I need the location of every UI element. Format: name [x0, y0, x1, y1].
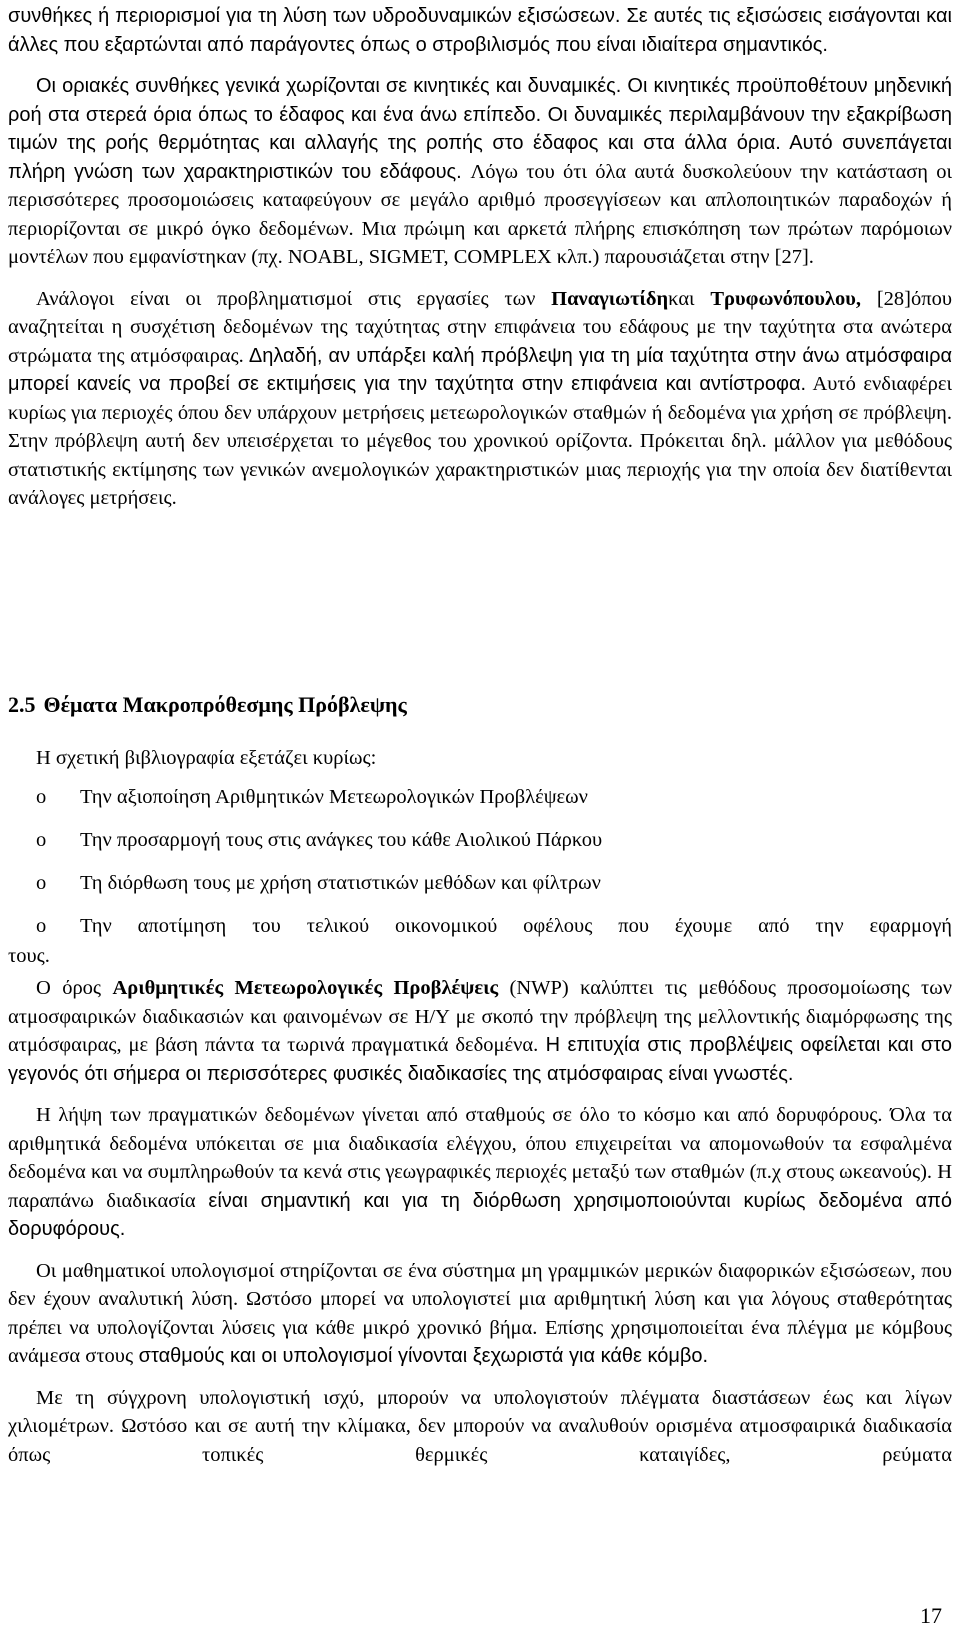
boundary-sans-text: Οι οριακές συνθήκες γενικά χωρίζονται σε κινητικές και δυναμικές. Οι κινητικές προϋποθέτουν μηδενική ροή στα στερεά όρια όπως το έδαφος και ένα άνω επίπεδο. Οι δυναμικές περιλαμβάνουν την εξακρίβωση τιμών της ροής θερμότητας και αλλαγής της ροπής στο έδαφος και στα άλλα όρια. Αυτό συνεπάγεται πλήρη γνώση των χαρακτηριστικών του εδάφους. — [8, 75, 952, 183]
nwp-lead: Ο όρος — [36, 977, 113, 999]
list-item-text: Την προσαρμογή τους στις ανάγκες του κάθε Αιολικού Πάρκου — [80, 829, 603, 851]
section-number: 2.5 — [8, 692, 36, 717]
section-heading — [8, 692, 407, 718]
page-number: 17 — [920, 1603, 942, 1628]
top-paragraphs — [8, 2, 952, 513]
list-item-text: Την αποτίμηση του τελικού οικονομικού οφέλους που έχουμε από την εφαρμογή — [80, 915, 952, 937]
data-paragraph — [8, 1101, 952, 1244]
list-item — [8, 915, 952, 938]
math-sans: σταθμούς και οι υπολογισμοί γίνονται ξεχωριστά για κάθε κόμβο. — [133, 1345, 709, 1367]
boundary-serif-text: Λόγω του ότι όλα αυτά δυσκολεύουν την κατάσταση οι περισσότερες προσομοιώσεις καταφεύγουν σε μεγάλο αριθμό προσεγγίσεων και απλοποιητικών παραδοχών ή περιορίζονται σε μικρό όγκο δεδομένων. Μια πρώιμη και αρκετά πλήρης επισκόπηση των πρώτων παρόμοιων μοντέλων που εμφανίστηκαν (πχ. NOABL, SIGMET, COMPLEX κλπ.) παρουσιάζεται στην [27]. — [8, 160, 952, 268]
analog-rest-sans: Δηλαδή, αν υπάρξει καλή πρόβλεψη για τη μία ταχύτητα στην άνω ατμόσφαιρα μπορεί κανείς να προβεί σε εκτιμήσεις για την ταχύτητα στην επιφάνεια και αντίστροφα. — [8, 344, 953, 395]
analog-mid: και — [668, 287, 711, 310]
last-paragraph: Με τη σύγχρονη υπολογιστική ισχύ, μπορούν να υπολογιστούν πλέγματα διαστάσεων έως και λίγων χιλιομέτρων. Ωστόσο και σε αυτή την κλίμακα, δεν μπορούν να αναλυθούν ορισμένα ατμοσφαιρικά διαδικασία όπως τοπικές θερμικές καταιγίδες, ρεύματα — [8, 1386, 952, 1466]
math-serif: Οι μαθηματικοί υπολογισμοί στηρίζονται σε ένα σύστημα μη γραμμικών μερικών διαφορικών εξισώσεων, που δεν έχουν αναλυτική λύση. Ωστόσο μπορεί να υπολογιστεί μια αριθμητική λύση και για λόγους σταθερότητας πρέπει να υπολογίζονται λύσεις για κάθε μικρό χρονικό βήμα. Επίσης χρησιμοποιείται ένα πλέγμα με κόμβους ανάμεσα στους — [8, 1259, 952, 1367]
list-item — [8, 786, 952, 829]
analog-rest-2: Αυτό ενδιαφέρει κυρίως για περιοχές όπου δεν υπάρχουν μετρήσεις μετεωρολογικών σταθμών ή δεδομένα για χρήση σε πρόβλεψη. Στην πρόβλεψη αυτή δεν υπεισέρχεται το μέγεθος του χρονικού ορίζοντα. Πρόκειται δηλ. μάλλον για μεθόδους στατιστικής εκτίμησης των γενικών ανεμολογικών χαρακτηριστικών μιας περιοχής για την οποία δεν διατίθενται ανάλογες μετρήσεις. — [8, 373, 952, 509]
bullet-marker: o — [36, 829, 47, 851]
topic-list — [8, 786, 952, 971]
bullet-marker: o — [36, 872, 47, 894]
list-item — [8, 829, 952, 872]
list-tail: τους. — [8, 945, 50, 967]
nwp-rest-sans: Η επιτυχία στις προβλέψεις οφείλεται και στο γεγονός ότι σήμερα οι περισσότερες φυσικές διαδικασίες της ατμόσφαιρας είναι γνωστές. — [8, 1034, 952, 1085]
list-intro: Η σχετική βιβλιογραφία εξετάζει κυρίως: — [36, 747, 377, 769]
list-item-text: Τη διόρθωση τους με χρήση στατιστικών μεθόδων και φίλτρων — [80, 872, 601, 894]
analog-lead: Ανάλογοι είναι οι προβληματισμοί στις εργασίες των — [36, 287, 552, 310]
nwp-term: Αριθμητικές Μετεωρολογικές Προβλέψεις — [112, 977, 499, 999]
list-item — [8, 872, 952, 915]
intro-paragraph: συνθήκες ή περιορισμοί για τη λύση των υδροδυναμικών εξισώσεων. Σε αυτές τις εξισώσεις εισάγονται και άλλες που εξαρτώνται από παράγοντες όπως ο στροβιλισμός που είναι ιδιαίτερα σημαντικός. — [8, 5, 952, 56]
section-title: Θέματα Μακροπρόθεσμης Πρόβλεψης — [43, 692, 407, 717]
bullet-marker: o — [36, 915, 47, 937]
nwp-paragraph — [8, 974, 952, 1088]
bottom-paragraphs — [8, 974, 952, 1469]
analog-rest: [28]όπου αναζητείται η συσχέτιση δεδομένων της ταχύτητας στην επιφάνεια του εδάφους με την ταχύτητα στα ανώτερα στρώματα της ατμόσφαιρας. — [8, 287, 953, 367]
math-paragraph — [8, 1257, 952, 1371]
data-serif: Η λήψη των πραγματικών δεδομένων γίνεται από σταθμούς σε όλο το κόσμο και από δορυφόρους. Όλα τα αριθμητικά δεδομένα υπόκειται σε μια διαδικασία ελέγχου, όπου επιχειρείται να απομονωθούν τα εσφαλμένα δεδομένα και να συμπληρωθούν τα κενά στις γεωγραφικές περιοχές μεταξύ των σταθμών (π.χ στους ωκεανούς). Η παραπάνω διαδικασία — [8, 1104, 952, 1212]
nwp-rest: (NWP) καλύπτει τις μεθόδους προσομοίωσης των ατμοσφαιρικών διαδικασιών και φαινομένων σε Η/Υ με σκοπό την πρόβλεψη της μελλοντικής διαμόρφωσης της ατμόσφαιρας, με βάση πάντα τα τωρινά πραγματικά δεδομένα. — [8, 977, 952, 1056]
bullet-marker: o — [36, 786, 47, 808]
list-item-text: Την αξιοποίηση Αριθμητικών Μετεωρολογικών Προβλέψεων — [80, 786, 588, 808]
author-name-1: Παναγιωτίδη — [551, 287, 669, 310]
boundary-paragraph — [8, 72, 952, 272]
analog-paragraph — [8, 285, 952, 513]
data-sans: είναι σημαντική και για τη διόρθωση χρησιμοποιούνται κυρίως δεδομένα από δορυφόρους. — [8, 1189, 952, 1240]
author-name-2: Τρυφωνόπουλου, — [710, 287, 862, 310]
